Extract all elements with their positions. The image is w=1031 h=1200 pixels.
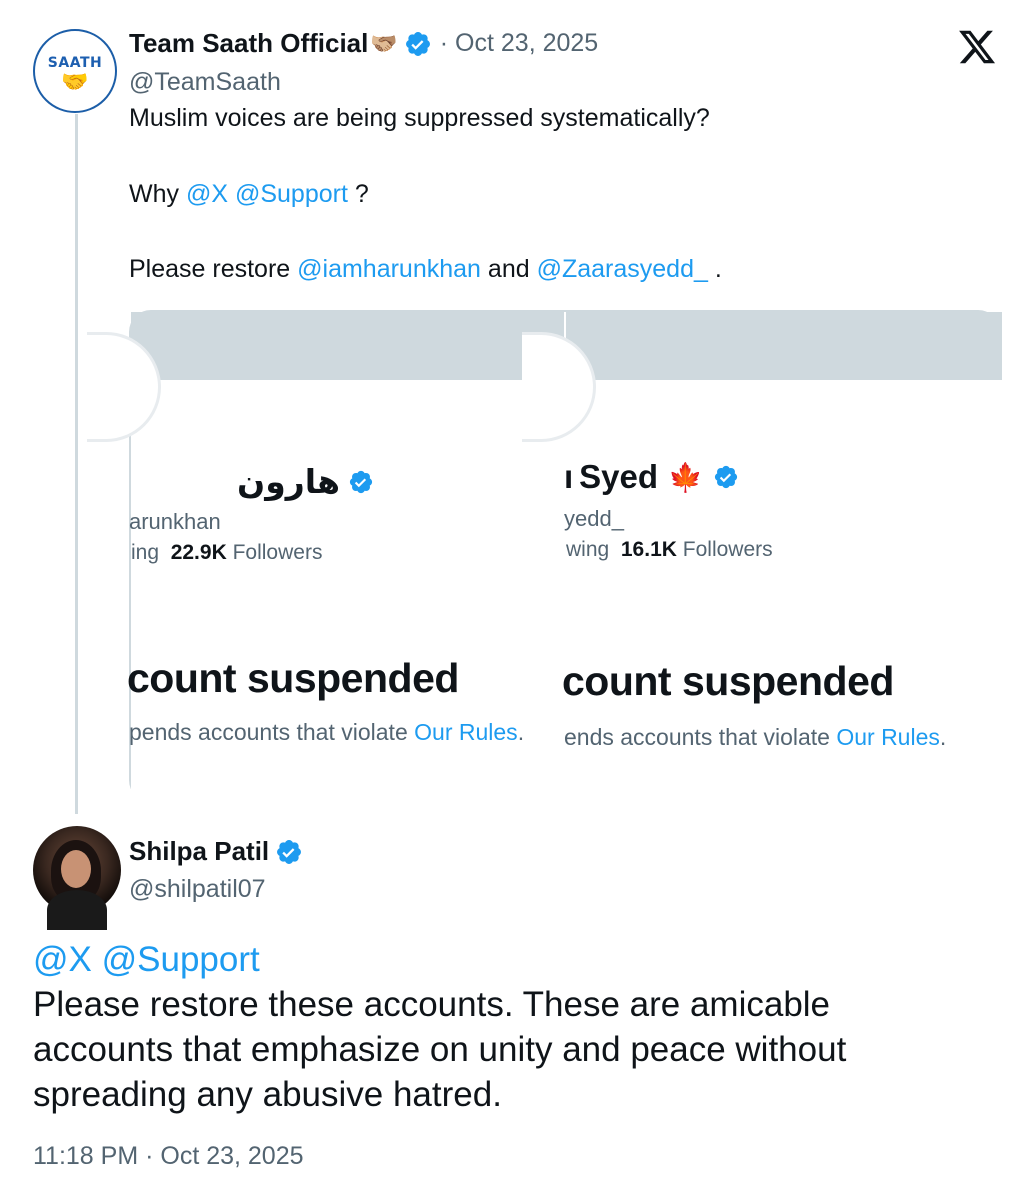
quoted-author-name[interactable]: Team Saath Official — [129, 28, 369, 58]
x-logo-icon[interactable] — [955, 27, 999, 67]
profile-handle: arunkhan — [129, 509, 221, 534]
profile-name — [564, 458, 739, 496]
quoted-author-row — [129, 28, 598, 59]
text-fragment: . — [707, 255, 722, 283]
text-fragment: pends accounts that violate — [129, 719, 415, 745]
shilpa-patil-avatar[interactable] — [33, 826, 121, 914]
profile-name — [237, 462, 374, 501]
followers-count: 16.1K — [620, 538, 677, 561]
reply-author-handle[interactable]: @shilpatil07 — [129, 875, 266, 903]
mention-support-link[interactable]: @Support — [101, 940, 260, 979]
verified-badge-icon — [348, 469, 374, 495]
mention-x-link[interactable]: @X — [33, 940, 92, 979]
quoted-text-line-2 — [129, 180, 369, 209]
media-image-right[interactable] — [562, 312, 1002, 804]
reply-text-line-3: spreading any abusive hatred. — [33, 1075, 502, 1114]
followers-label: Followers — [232, 541, 323, 564]
our-rules-link[interactable]: Our Rules — [836, 724, 940, 750]
maple-leaf-icon: 🍁 — [668, 461, 703, 493]
team-saath-avatar[interactable] — [33, 29, 117, 113]
our-rules-link[interactable]: Our Rules — [414, 719, 518, 745]
avatar-logo-text: SAATH — [47, 55, 103, 71]
following-label: ing — [131, 541, 160, 564]
text-fragment: . — [517, 719, 525, 745]
handshake-emoji: 🫱🏼‍🫲🏽 — [370, 30, 398, 56]
followers-count: 22.9K — [170, 541, 227, 564]
mention-zaarasyedd-link[interactable]: @Zaarasyedd_ — [536, 255, 708, 283]
reply-author-name[interactable]: Shilpa Patil — [129, 836, 270, 866]
suspension-rules-text — [564, 724, 946, 751]
account-suspended-heading: count suspended — [127, 655, 459, 701]
quoted-tweet-date[interactable]: · Oct 23, 2025 — [439, 29, 599, 57]
suspension-rules-text — [129, 719, 524, 746]
quoted-author-handle[interactable]: @TeamSaath — [129, 68, 281, 96]
followers-label: Followers — [682, 538, 773, 561]
profile-handle: yedd_ — [564, 506, 624, 531]
mention-support-link[interactable]: @Support — [234, 180, 348, 208]
profile-name-text: Syed — [579, 458, 659, 495]
verified-badge-icon — [713, 464, 739, 490]
handshake-icon: 🤝 — [61, 69, 89, 94]
media-attachment[interactable] — [129, 310, 1000, 802]
profile-name-text: هارون — [237, 463, 340, 500]
profile-follow-stats — [131, 541, 322, 565]
verified-badge-icon — [275, 838, 303, 866]
quoted-text-line-3 — [129, 255, 722, 284]
reply-text-line-1: Please restore these accounts. These are amicable — [33, 985, 831, 1024]
reply-text-line-2: accounts that emphasize on unity and peace without — [33, 1030, 847, 1069]
text-fragment: . — [939, 724, 947, 750]
profile-banner — [131, 312, 564, 380]
media-image-left[interactable] — [127, 312, 564, 804]
avatar-face — [61, 850, 91, 888]
mention-iamharunkhan-link[interactable]: @iamharunkhan — [297, 255, 481, 283]
thread-connector-line — [75, 114, 78, 814]
text-fragment: ends accounts that violate — [564, 724, 837, 750]
verified-badge-icon — [404, 30, 432, 58]
quoted-text-line-1: Muslim voices are being suppressed systematically? — [129, 104, 710, 132]
account-suspended-heading: count suspended — [562, 658, 894, 704]
following-label: wing — [566, 538, 610, 561]
mention-x-link[interactable]: @X — [185, 180, 229, 208]
text-fragment: ? — [347, 180, 369, 208]
text-fragment: Please restore — [129, 255, 298, 283]
reply-mentions — [33, 940, 260, 980]
profile-banner — [566, 312, 1002, 380]
reply-timestamp[interactable]: 11:18 PM · Oct 23, 2025 — [33, 1142, 304, 1170]
reply-author-row — [129, 836, 303, 867]
text-fragment: Why — [129, 180, 186, 208]
avatar-body — [47, 890, 107, 930]
text-fragment: and — [480, 255, 537, 283]
profile-name-edge: ı — [564, 458, 574, 495]
profile-follow-stats — [566, 538, 773, 562]
